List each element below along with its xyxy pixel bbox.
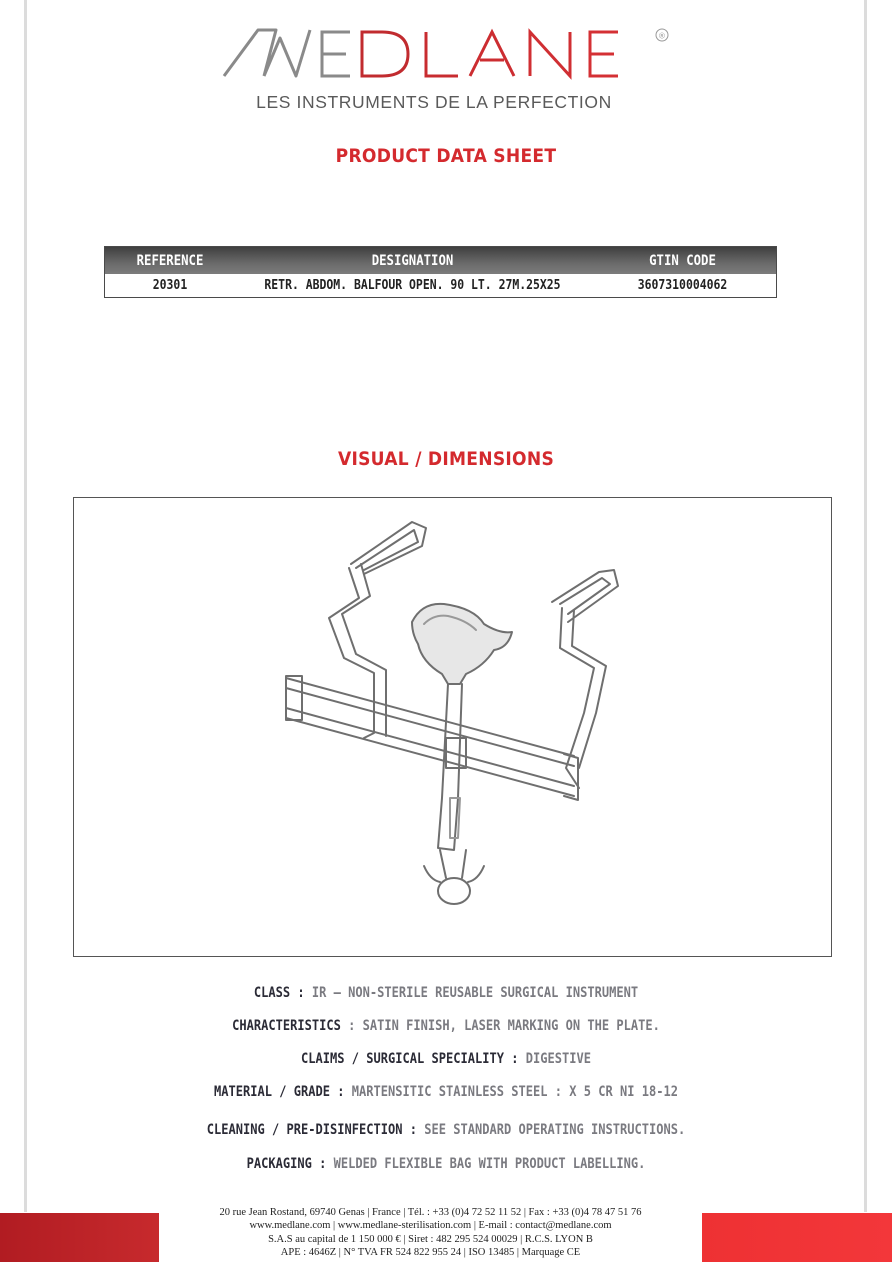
brand-tagline: LES INSTRUMENTS DE LA PERFECTION [256, 92, 612, 112]
footer-address: 20 rue Jean Rostand, 69740 Genas | France | Tél. : +33 (0)4 72 52 11 52 | Fax : +33 (0)4 78 47 51 76 [219, 1207, 642, 1218]
footer-red-bar-left [0, 1213, 159, 1262]
header-gtin-code: GTIN CODE [649, 252, 716, 269]
spec-packaging-key: PACKAGING : [246, 1156, 327, 1172]
footer-company-info: S.A.S au capital de 1 150 000 € | Siret : 482 295 524 00029 | R.C.S. LYON B [268, 1234, 593, 1245]
spec-class-value: IR – NON-STERILE REUSABLE SURGICAL INSTRUMENT [304, 985, 639, 1001]
header-designation: DESIGNATION [371, 252, 454, 269]
product-data-sheet-title: PRODUCT DATA SHEET [335, 145, 557, 167]
spec-cleaning-value: SEE STANDARD OPERATING INSTRUCTIONS. [417, 1122, 686, 1138]
header-reference: REFERENCE [136, 252, 204, 269]
spec-claims-key: CLAIMS / SURGICAL SPECIALITY : [301, 1051, 519, 1067]
table-row [105, 274, 776, 297]
balfour-retractor-illustration [74, 498, 833, 958]
spec-characteristics-key: CHARACTERISTICS [232, 1018, 341, 1034]
product-table [104, 246, 777, 298]
spec-characteristics [62, 1018, 829, 1034]
visual-dimensions-title: VISUAL / DIMENSIONS [337, 448, 555, 470]
spec-claims [62, 1051, 829, 1067]
cell-reference: 20301 [152, 278, 188, 293]
spec-material [62, 1084, 829, 1100]
spec-packaging [62, 1156, 829, 1172]
footer-registration: APE : 4646Z | N° TVA FR 524 822 955 24 | ISO 13485 | Marquage CE [280, 1247, 581, 1258]
cell-gtin-code: 3607310004062 [637, 278, 728, 293]
spec-cleaning [62, 1122, 829, 1138]
medlane-logo [218, 20, 678, 116]
spec-material-key: MATERIAL / GRADE : [214, 1084, 345, 1100]
product-visual-box [73, 497, 832, 957]
spec-class [62, 985, 829, 1001]
registered-mark: ® [659, 31, 665, 41]
footer-websites: www.medlane.com | www.medlane-sterilisation.com | E-mail : contact@medlane.com [249, 1220, 612, 1231]
page-border-right [864, 0, 867, 1212]
page-border-left [24, 0, 27, 1212]
spec-characteristics-value: : SATIN FINISH, LASER MARKING ON THE PLATE. [340, 1018, 660, 1034]
cell-designation: RETR. ABDOM. BALFOUR OPEN. 90 LT. 27M.25X25 [264, 278, 561, 293]
spec-claims-value: DIGESTIVE [518, 1051, 591, 1067]
spec-class-key: CLASS : [253, 985, 305, 1001]
table-header [105, 247, 776, 274]
spec-cleaning-key: CLEANING / PRE-DISINFECTION : [206, 1122, 418, 1138]
footer-red-bar-right [702, 1213, 892, 1262]
spec-material-value: MARTENSITIC STAINLESS STEEL : X 5 CR NI 18-12 [344, 1084, 678, 1100]
spec-packaging-value: WELDED FLEXIBLE BAG WITH PRODUCT LABELLING. [326, 1156, 646, 1172]
